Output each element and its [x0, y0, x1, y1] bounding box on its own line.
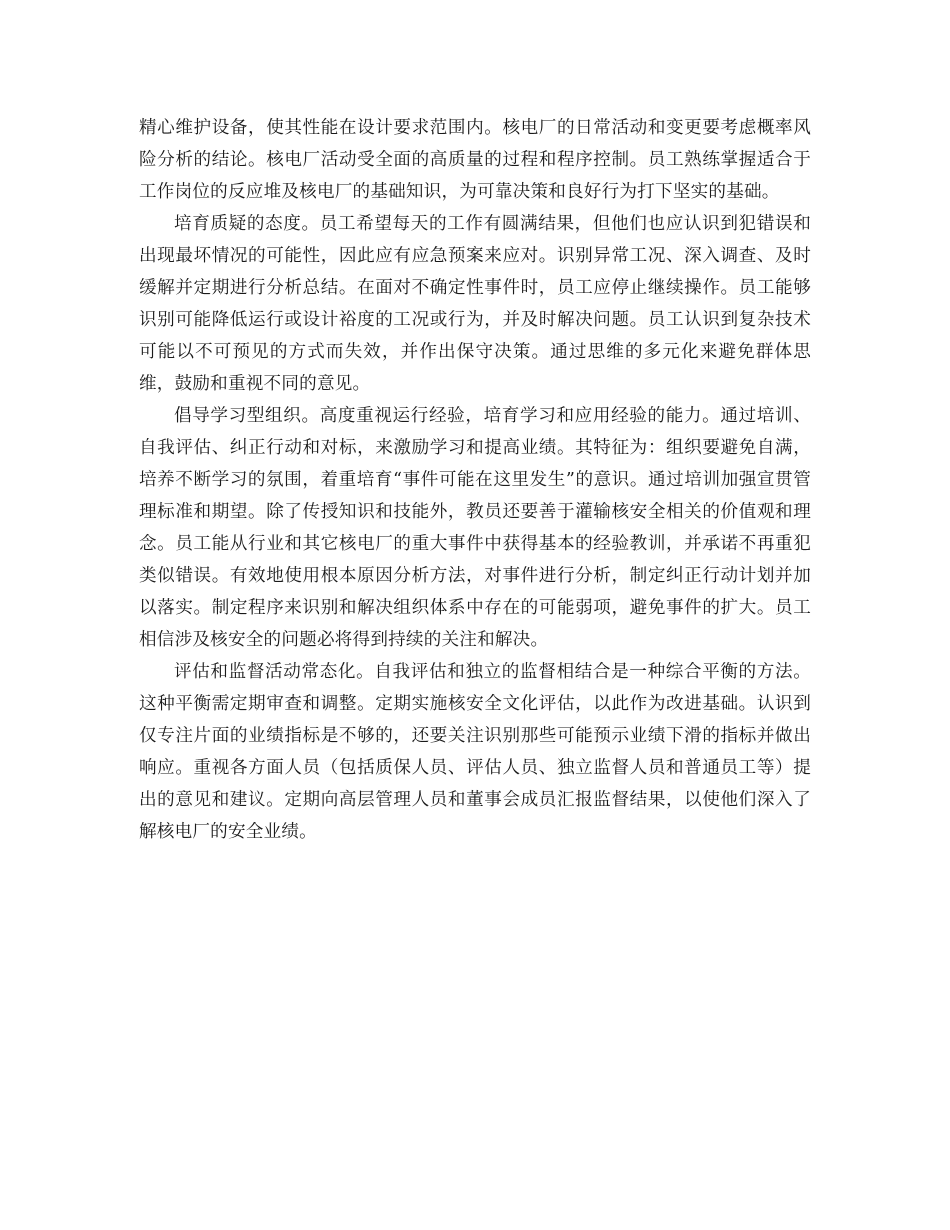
- paragraph-continuation: 精心维护设备，使其性能在设计要求范围内。核电厂的日常活动和变更要考虑概率风险分析的结论。核电厂活动受全面的高质量的过程和程序控制。员工熟练掌握适合于工作岗位的反应堆及核电厂的基础知识，为可靠决策和良好行为打下坚实的基础。: [139, 118, 811, 202]
- paragraph-learning-organization: 倡导学习型组织。高度重视运行经验，培育学习和应用经验的能力。通过培训、自我评估、纠正行动和对标，来激励学习和提高业绩。其特征为：组织要避免自满，培养不断学习的氛围，着重培育“事件可能在这里发生”的意识。通过培训加强宣贯管理标准和期望。除了传授知识和技能外，教员还要善于灌输核安全相关的价值观和理念。员工能从行业和其它核电厂的重大事件中获得基本的经验教训，并承诺不再重犯类似错误。有效地使用根本原因分析方法，对事件进行分析，制定纠正行动计划并加以落实。制定程序来识别和解决组织体系中存在的可能弱项，避免事件的扩大。员工相信涉及核安全的问题必将得到持续的关注和解决。: [139, 406, 811, 650]
- paragraph-assessment-oversight: 评估和监督活动常态化。自我评估和独立的监督相结合是一种综合平衡的方法。这种平衡需定期审查和调整。定期实施核安全文化评估，以此作为改进基础。认识到仅专注片面的业绩指标是不够的，还要关注识别那些可能预示业绩下滑的指标并做出响应。重视各方面人员（包括质保人员、评估人员、独立监督人员和普通员工等）提出的意见和建议。定期向高层管理人员和董事会成员汇报监督结果，以使他们深入了解核电厂的安全业绩。: [139, 662, 811, 842]
- paragraph-questioning-attitude: 培育质疑的态度。员工希望每天的工作有圆满结果，但他们也应认识到犯错误和出现最坏情况的可能性，因此应有应急预案来应对。识别异常工况、深入调查、及时缓解并定期进行分析总结。在面对不确定性事件时，员工应停止继续操作。员工能够识别可能降低运行或设计裕度的工况或行为，并及时解决问题。员工认识到复杂技术可能以不可预见的方式而失效，并作出保守决策。通过思维的多元化来避免群体思维，鼓励和重视不同的意见。: [139, 214, 811, 394]
- document-page: [139, 112, 811, 848]
